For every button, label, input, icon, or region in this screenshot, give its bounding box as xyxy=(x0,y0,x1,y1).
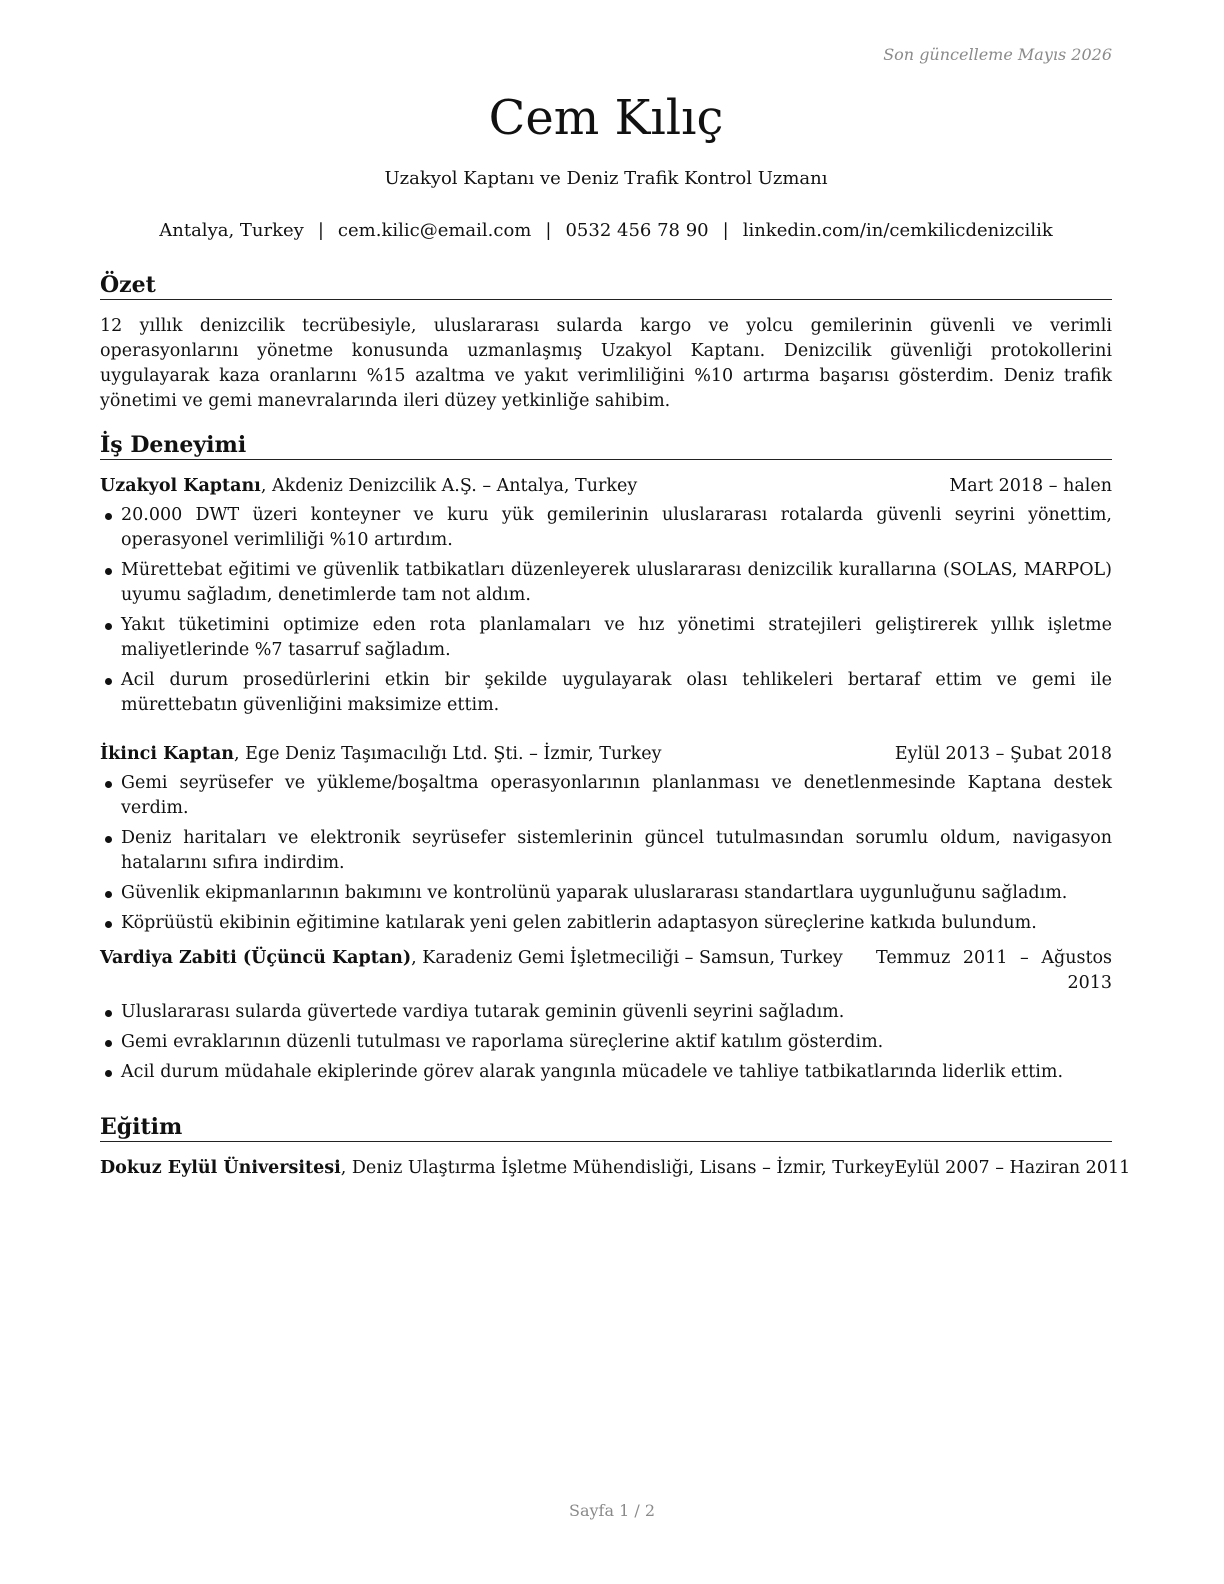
job-entry xyxy=(100,474,1112,723)
page-number: Sayfa 1 / 2 xyxy=(568,1501,655,1520)
job-role-org xyxy=(100,742,661,767)
education-header xyxy=(100,1156,1131,1181)
education-entry xyxy=(100,1156,1131,1181)
contact-line xyxy=(100,219,1112,243)
job-dates: Mart 2018 – halen xyxy=(949,476,1112,496)
list-item: Mürettebat eğitimi ve güvenlik tatbikatları düzenleyerek uluslararası denizcilik kurallarına (SOLAS, MARPOL) uyumu sağladım, denetimlerde tam not aldım. xyxy=(100,558,1112,608)
job-org: , Ege Deniz Taşımacılığı Ltd. Şti. – İzmir, Turkey xyxy=(234,744,662,764)
job-role: İkinci Kaptan xyxy=(100,744,235,764)
list-item: Gemi evraklarının düzenli tutulması ve raporlama süreçlerine aktif katılım gösterdim. xyxy=(100,1030,1112,1055)
section-title-education: Eğitim xyxy=(100,1113,1112,1142)
contact-separator: | xyxy=(722,220,729,241)
summary-block xyxy=(100,314,1112,414)
job-bullets xyxy=(100,503,1112,718)
list-item: Köprüüstü ekibinin eğitimine katılarak yeni gelen zabitlerin adaptasyon süreçlerine katkıda bulundum. xyxy=(100,911,1112,936)
education-school: Dokuz Eylül Üniversitesi xyxy=(100,1158,341,1178)
job-dates: Temmuz 2011 – Ağustos 2013 xyxy=(876,948,1112,993)
job-header xyxy=(100,474,1112,499)
job-role-org xyxy=(100,474,637,499)
contact-linkedin[interactable]: linkedin.com/in/cemkilicdenizcilik xyxy=(742,220,1053,241)
job-org: , Karadeniz Gemi İşletmeciliği – Samsun, Turkey xyxy=(411,948,843,968)
candidate-title: Uzakyol Kaptanı ve Deniz Trafik Kontrol Uzmanı xyxy=(384,168,828,189)
job-role-org xyxy=(100,946,843,971)
job-entry xyxy=(100,946,1112,1090)
job-entry xyxy=(100,742,1112,941)
job-dates: Eylül 2013 – Şubat 2018 xyxy=(894,744,1112,764)
job-bullets xyxy=(100,771,1112,936)
list-item: 20.000 DWT üzeri konteyner ve kuru yük gemilerinin uluslararası rotalarda güvenli seyrini yönettim, operasyonel verimliliği %10 artırdım. xyxy=(100,503,1112,553)
section-title-summary: Özet xyxy=(100,271,1112,300)
candidate-name: Cem Kılıç xyxy=(488,90,724,146)
education-detail: , Deniz Ulaştırma İşletme Mühendisliği, Lisans – İzmir, Turkey xyxy=(340,1158,895,1178)
job-org: , Akdeniz Denizcilik A.Ş. – Antalya, Turkey xyxy=(260,476,638,496)
list-item: Deniz haritaları ve elektronik seyrüsefer sistemlerinin güncel tutulmasından sorumlu oldum, navigasyon hatalarını sıfıra indirdim. xyxy=(100,826,1112,876)
contact-separator: | xyxy=(317,220,324,241)
education-dates: Eylül 2007 – Haziran 2011 xyxy=(894,1158,1131,1178)
contact-phone: 0532 456 78 90 xyxy=(565,220,709,241)
list-item: Acil durum müdahale ekiplerinde görev alarak yangınla mücadele ve tahliye tatbikatlarında liderlik ettim. xyxy=(100,1060,1112,1085)
section-title-experience: İş Deneyimi xyxy=(100,431,1112,460)
list-item: Güvenlik ekipmanlarının bakımını ve kontrolünü yaparak uluslararası standartlara uygunluğunu sağladım. xyxy=(100,881,1112,906)
job-role: Uzakyol Kaptanı xyxy=(100,476,261,496)
job-header xyxy=(100,742,1112,767)
summary-text: 12 yıllık denizcilik tecrübesiyle, uluslararası sularda kargo ve yolcu gemilerinin güvenli ve verimli operasyonlarını yönetme konusunda uzmanlaşmış Uzakyol Kaptanı. Denizcilik güvenliği protokollerini uygulayarak kaza oranlarını %15 azaltma ve yakıt verimliliğini %10 artırma başarısı gösterdim. Deniz trafik yönetimi ve gemi manevralarında ileri düzey yetkinliğe sahibim. xyxy=(100,316,1112,411)
education-school-detail xyxy=(100,1156,894,1181)
job-bullets xyxy=(100,1000,1112,1085)
job-role: Vardiya Zabiti (Üçüncü Kaptan) xyxy=(100,948,412,968)
contact-location: Antalya, Turkey xyxy=(159,220,304,241)
job-header xyxy=(100,946,1112,996)
list-item: Yakıt tüketimini optimize eden rota planlamaları ve hız yönetimi stratejileri geliştirerek yıllık işletme maliyetlerinde %7 tasarruf sağladım. xyxy=(100,613,1112,663)
last-updated: Son güncelleme Mayıs 2026 xyxy=(883,45,1112,64)
list-item: Acil durum prosedürlerini etkin bir şekilde uygulayarak olası tehlikeleri bertaraf ettim ve gemi ile mürettebatın güvenliğini maksimize ettim. xyxy=(100,668,1112,718)
list-item: Uluslararası sularda güvertede vardiya tutarak geminin güvenli seyrini sağladım. xyxy=(100,1000,1112,1025)
list-item: Gemi seyrüsefer ve yükleme/boşaltma operasyonlarının planlanması ve denetlenmesinde Kaptana destek verdim. xyxy=(100,771,1112,821)
contact-email[interactable]: cem.kilic@email.com xyxy=(337,220,532,241)
contact-separator: | xyxy=(545,220,552,241)
